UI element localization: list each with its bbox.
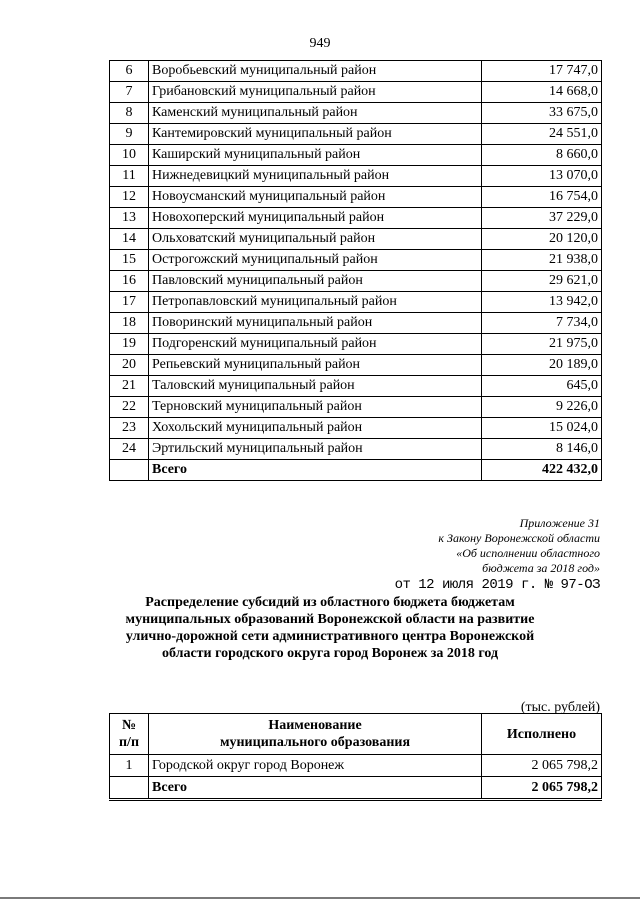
municipality-name: Петропавловский муниципальный район (149, 292, 482, 313)
title-line: улично-дорожной сети административного центра Воронежской (125, 629, 535, 644)
table-row (110, 208, 602, 229)
municipality-name: Эртильский муниципальный район (149, 439, 482, 460)
total-label: Всего (149, 460, 482, 481)
title-line: муниципальных образований Воронежской области на развитие (125, 612, 535, 627)
row-number: 6 (110, 61, 149, 82)
row-number: 1 (110, 755, 149, 777)
municipality-name: Хохольский муниципальный район (149, 418, 482, 439)
row-number: 24 (110, 439, 149, 460)
appendix-note (438, 516, 600, 576)
table-row (110, 229, 602, 250)
row-number: 14 (110, 229, 149, 250)
amount: 21 938,0 (482, 250, 602, 271)
document-title (100, 594, 560, 662)
title-line: Распределение субсидий из областного бюджета бюджетам (145, 595, 515, 610)
municipality-name: Воробьевский муниципальный район (149, 61, 482, 82)
amount: 21 975,0 (482, 334, 602, 355)
total-number-cell (110, 460, 149, 481)
amount: 8 146,0 (482, 439, 602, 460)
amount: 13 070,0 (482, 166, 602, 187)
municipality-name: Терновский муниципальный район (149, 397, 482, 418)
amount: 645,0 (482, 376, 602, 397)
row-number: 17 (110, 292, 149, 313)
total-row (110, 460, 602, 481)
title-line: области городского округа город Воронеж за 2018 год (161, 646, 499, 661)
municipality-name: Новохоперский муниципальный район (149, 208, 482, 229)
row-number: 13 (110, 208, 149, 229)
total-row (110, 777, 602, 800)
row-number: 12 (110, 187, 149, 208)
bottom-divider (0, 897, 640, 899)
row-number: 19 (110, 334, 149, 355)
municipality-name: Поворинский муниципальный район (149, 313, 482, 334)
municipality-name: Павловский муниципальный район (149, 271, 482, 292)
row-number: 9 (110, 124, 149, 145)
row-number: 22 (110, 397, 149, 418)
header-row (110, 714, 602, 755)
table-row (110, 145, 602, 166)
municipality-name: Ольховатский муниципальный район (149, 229, 482, 250)
table-row (110, 124, 602, 145)
row-number: 16 (110, 271, 149, 292)
amount: 13 942,0 (482, 292, 602, 313)
table-row (110, 250, 602, 271)
row-number: 20 (110, 355, 149, 376)
amount: 7 734,0 (482, 313, 602, 334)
municipality-name: Новоусманский муниципальный район (149, 187, 482, 208)
amount: 20 189,0 (482, 355, 602, 376)
table-row (110, 755, 602, 777)
amount: 16 754,0 (482, 187, 602, 208)
table-row (110, 334, 602, 355)
row-number: 15 (110, 250, 149, 271)
appendix-law-ref: к Закону Воронежской области (438, 531, 600, 545)
total-number-cell (110, 777, 149, 800)
row-number: 23 (110, 418, 149, 439)
header-executed: Исполнено (482, 714, 602, 755)
municipality-name: Грибановский муниципальный район (149, 82, 482, 103)
amount: 14 668,0 (482, 82, 602, 103)
amount: 24 551,0 (482, 124, 602, 145)
table-row (110, 82, 602, 103)
amount: 15 024,0 (482, 418, 602, 439)
table-row (110, 355, 602, 376)
row-number: 8 (110, 103, 149, 124)
row-number: 11 (110, 166, 149, 187)
table-row (110, 187, 602, 208)
amount: 9 226,0 (482, 397, 602, 418)
voronezh-subsidy-table (109, 713, 602, 801)
row-number: 10 (110, 145, 149, 166)
header-number: № п/п (110, 714, 149, 755)
municipality-name: Подгоренский муниципальный район (149, 334, 482, 355)
appendix-law-title: «Об исполнении областного (456, 546, 600, 560)
row-number: 18 (110, 313, 149, 334)
table-row (110, 166, 602, 187)
amount: 37 229,0 (482, 208, 602, 229)
municipality-name: Репьевский муниципальный район (149, 355, 482, 376)
total-amount: 2 065 798,2 (482, 777, 602, 800)
total-label: Всего (149, 777, 482, 800)
table-row (110, 61, 602, 82)
municipality-name: Острогожский муниципальный район (149, 250, 482, 271)
table-row (110, 397, 602, 418)
amount: 2 065 798,2 (482, 755, 602, 777)
table-row (110, 313, 602, 334)
appendix-law-title-cont: бюджета за 2018 год» (482, 561, 600, 575)
table-row (110, 103, 602, 124)
row-number: 7 (110, 82, 149, 103)
amount: 17 747,0 (482, 61, 602, 82)
total-amount: 422 432,0 (482, 460, 602, 481)
municipality-name: Каменский муниципальный район (149, 103, 482, 124)
table-row (110, 418, 602, 439)
amount: 33 675,0 (482, 103, 602, 124)
amount: 29 621,0 (482, 271, 602, 292)
table-row (110, 271, 602, 292)
page-number: 949 (309, 36, 331, 51)
table-row (110, 292, 602, 313)
row-number: 21 (110, 376, 149, 397)
subsidy-table-continued (109, 60, 602, 481)
municipality-name: Городской округ город Воронеж (149, 755, 482, 777)
header-name: Наименование муниципального образования (149, 714, 482, 755)
unit-label: (тыс. рублей) (520, 700, 600, 715)
municipality-name: Кантемировский муниципальный район (149, 124, 482, 145)
table-row (110, 439, 602, 460)
appendix-number: Приложение 31 (519, 516, 600, 530)
municipality-name: Каширский муниципальный район (149, 145, 482, 166)
amount: 20 120,0 (482, 229, 602, 250)
table-row (110, 376, 602, 397)
law-date-stamp: от 12 июля 2019 г. № 97-ОЗ (394, 577, 600, 593)
municipality-name: Нижнедевицкий муниципальный район (149, 166, 482, 187)
amount: 8 660,0 (482, 145, 602, 166)
municipality-name: Таловский муниципальный район (149, 376, 482, 397)
